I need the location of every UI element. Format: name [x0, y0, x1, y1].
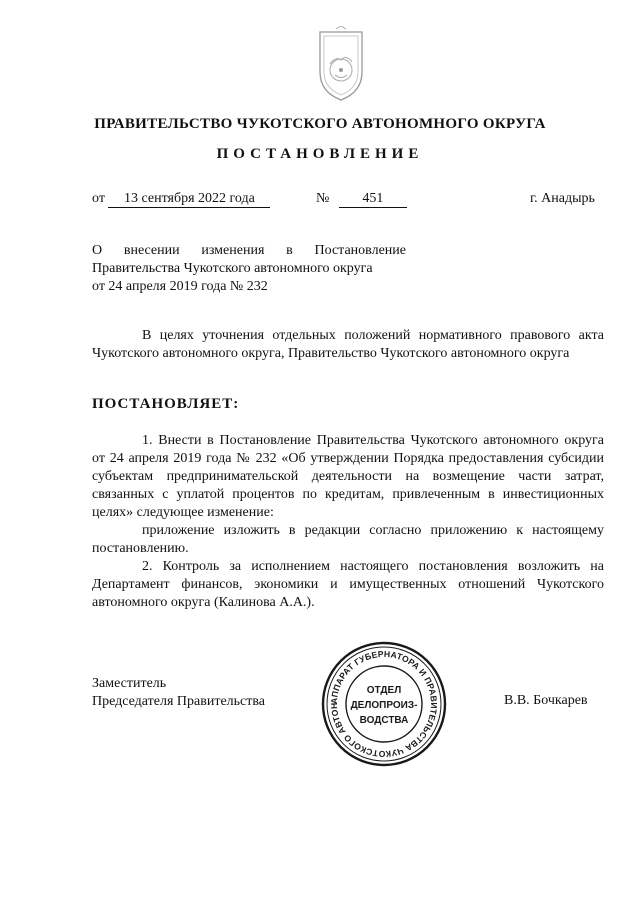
decree-date: 13 сентября 2022 года [108, 192, 270, 208]
number-prefix: № [316, 191, 330, 206]
decree-subject [92, 242, 406, 296]
stamp-ring-text: АППАРАТ ГУБЕРНАТОРА И ПРАВИТЕЛЬСТВА ЧУКОТСКОГО АВТОН [328, 648, 440, 760]
item-1-paragraph: 1. Внести в Постановление Правительства Чукотского автономного округа от 24 апреля 2019 года № 232 «Об утверждении Порядка предоставления субсидии субъектам предпринимательской деятельности на возмещение части затрат, связанных с уплатой процентов по кредитам, привлеченным в инвестиционных целях» следующее изменение: [92, 433, 604, 520]
preamble-paragraph: В целях уточнения отдельных положений нормативного правового акта Чукотского автономного округа, Правительство Чукотского автономного округа [92, 328, 604, 361]
stamp-line-2: ДЕЛОПРОИЗ- [350, 700, 418, 711]
official-stamp [320, 640, 448, 768]
item-1-subparagraph: приложение изложить в редакции согласно приложению к настоящему постановлению. [92, 523, 604, 556]
stamp-line-1: ОТДЕЛ [366, 685, 402, 696]
government-title: ПРАВИТЕЛЬСТВО ЧУКОТСКОГО АВТОНОМНОГО ОКРУГА [94, 116, 546, 132]
chukotka-coat-of-arms-icon [306, 26, 376, 106]
date-prefix: от [92, 191, 105, 206]
subject-line-3: от 24 апреля 2019 года № 232 [92, 279, 268, 294]
signatory-name: В.В. Бочкарев [504, 693, 588, 708]
decree-date-block [92, 191, 270, 208]
decree-city: г. Анадырь [530, 191, 595, 206]
item-2-paragraph: 2. Контроль за исполнением настоящего постановления возложить на Департамент финансов, экономики и имущественных отношений Чукотского автономного округа (Калинова А.А.). [92, 559, 604, 610]
subject-line-1: О внесении изменения в Постановление [92, 243, 406, 258]
subject-line-2: Правительства Чукотского автономного округа [92, 261, 373, 276]
document-type-title: ПОСТАНОВЛЕНИЕ [216, 146, 424, 162]
signatory-title-line-2: Председателя Правительства [92, 694, 266, 709]
decree-number-block [316, 191, 407, 208]
resolves-heading: ПОСТАНОВЛЯЕТ: [92, 396, 240, 412]
stamp-line-3: ВОДСТВА [359, 715, 409, 726]
signatory-title [92, 675, 265, 711]
decree-number: 451 [339, 192, 407, 208]
signatory-title-line-1: Заместитель [92, 676, 167, 691]
